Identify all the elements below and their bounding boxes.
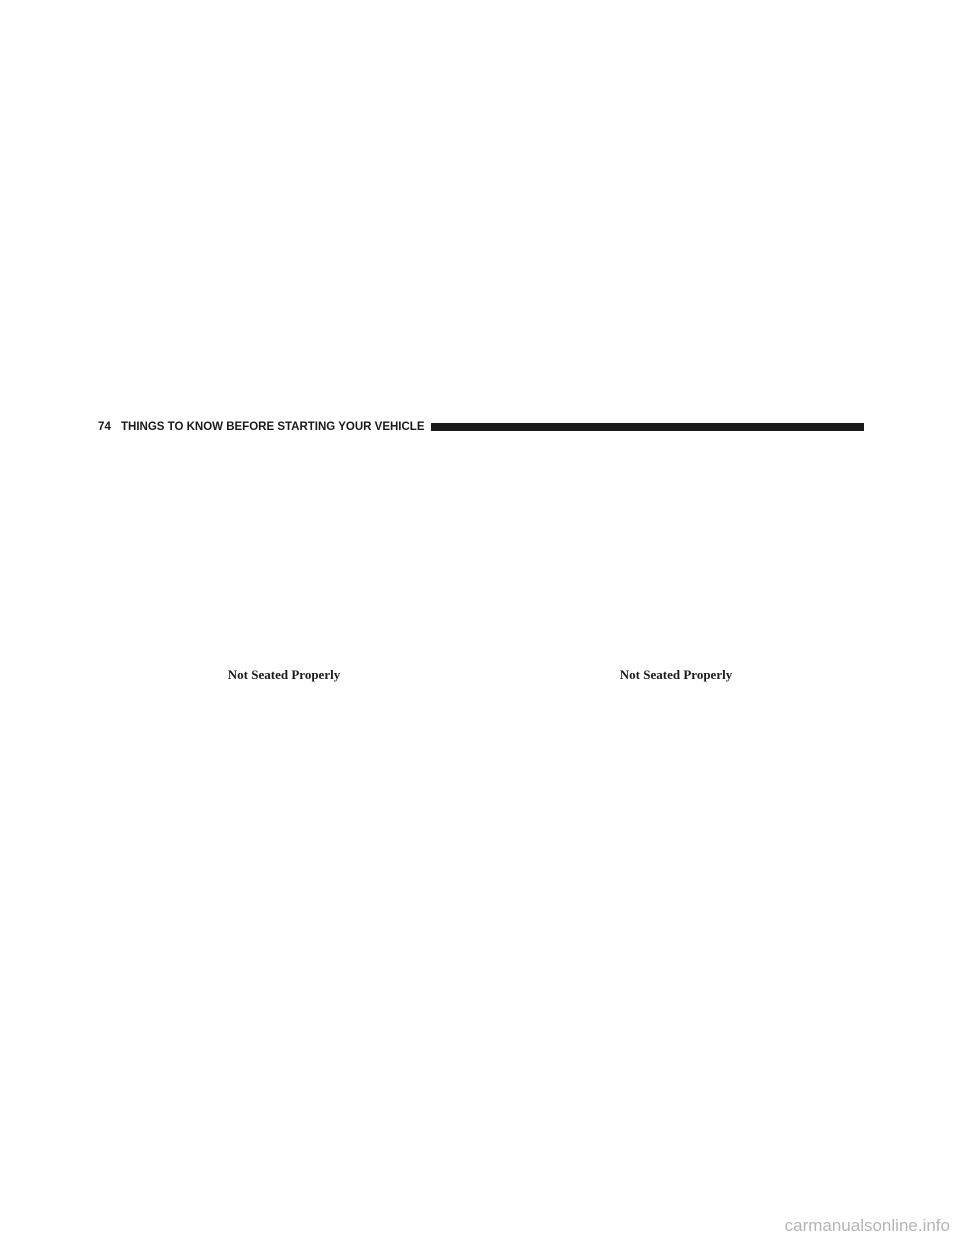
page-number: 74 [98, 421, 111, 433]
header-rule [431, 423, 865, 431]
section-title: THINGS TO KNOW BEFORE STARTING YOUR VEHICLE [121, 421, 425, 433]
figure-caption-left: Not Seated Properly [227, 667, 341, 682]
watermark-text: carmanualsonline.info [784, 1216, 950, 1235]
running-header [98, 419, 864, 435]
figure-caption-right: Not Seated Properly [619, 667, 733, 682]
